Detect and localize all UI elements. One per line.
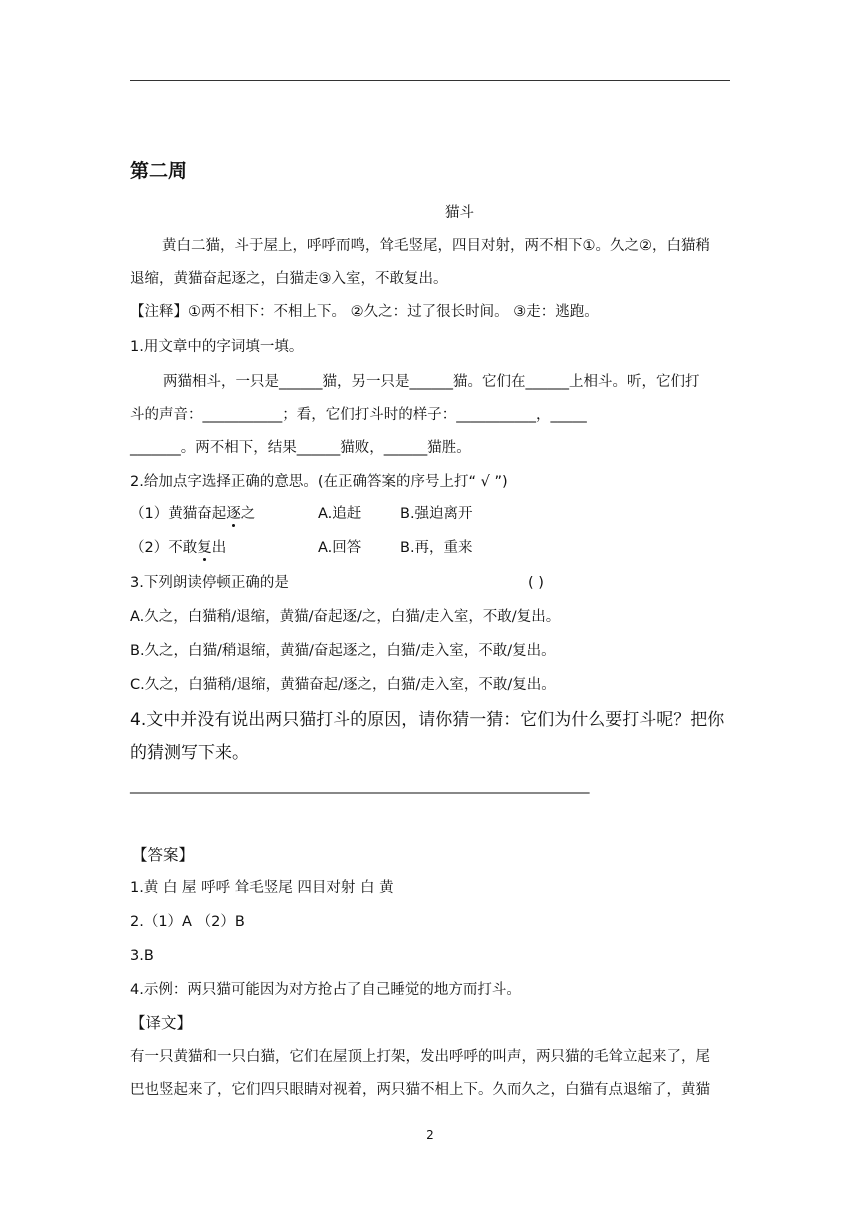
passage-line-2: 退缩，黄猫奋起逐之，白猫走③入室，不敢复出。 <box>130 271 448 287</box>
q3-prompt: 3.下列朗读停顿正确的是 <box>130 575 289 591</box>
passage-line-1: 黄白二猫，斗于屋上，呼呼而鸣，耸毛竖尾，四目对射，两不相下①。久之②，白猫稍 <box>162 238 710 254</box>
q2-item-1-before: （1）黄猫奋起 <box>130 506 227 522</box>
q4-answer-line: _____________________________________________________________________ <box>130 778 589 794</box>
q3-option-c: C.久之，白猫稍/退缩，黄猫奋起/逐之，白猫/走入室，不敢/复出。 <box>130 677 556 693</box>
q2-item-2-stem <box>130 538 226 558</box>
q2-item-2-after: 出 <box>211 540 227 556</box>
q2-item-2-option-b: B.再，重来 <box>400 540 473 556</box>
week-heading: 第二周 <box>130 160 188 182</box>
q3-answer-blank: ( ) <box>528 575 544 591</box>
q2-item-1-option-b: B.强迫离开 <box>400 506 473 522</box>
q4-line-2: 的猜测写下来。 <box>130 743 249 763</box>
q2-item-2-dotted-char: 复 <box>197 540 212 556</box>
q2-item-1-dotted-char: 逐 <box>226 506 241 522</box>
answer-3: 3.B <box>130 948 154 964</box>
q3-option-a: A.久之，白猫稍/退缩，黄猫/奋起逐/之，白猫/走入室，不敢/复出。 <box>130 609 561 625</box>
q1-line-3: _______。两不相下，结果______猫败，______猫胜。 <box>130 440 471 456</box>
header-rule <box>130 80 730 81</box>
q2-item-1-after: 之 <box>240 506 256 522</box>
q3-option-b: B.久之，白猫/稍退缩，黄猫/奋起逐之，白猫/走入室，不敢/复出。 <box>130 643 556 659</box>
answer-2: 2.（1）A （2）B <box>130 914 245 930</box>
q1-prompt: 1.用文章中的字词填一填。 <box>130 339 304 355</box>
answer-1: 1.黄 白 屋 呼呼 耸毛竖尾 四目对射 白 黄 <box>130 880 394 896</box>
q2-item-2-before: （2）不敢 <box>130 540 198 556</box>
notes: 【注释】①两不相下：不相上下。 ②久之：过了很长时间。 ③走：逃跑。 <box>130 304 599 320</box>
q2-item-1-option-a: A.追赶 <box>318 506 362 522</box>
passage-title: 猫斗 <box>445 205 474 221</box>
answer-4: 4.示例：两只猫可能因为对方抢占了自己睡觉的地方而打斗。 <box>130 982 521 998</box>
page-number: 2 <box>426 1128 434 1142</box>
q1-line-1: 两猫相斗，一只是______猫，另一只是______猫。它们在______上相斗。听，它们打 <box>163 374 700 390</box>
q2-item-1-stem <box>130 504 255 524</box>
q4-line-1: 4.文中并没有说出两只猫打斗的原因，请你猜一猜：它们为什么要打斗呢？把你 <box>130 710 725 730</box>
answers-heading: 【答案】 <box>132 846 195 864</box>
q2-item-2-option-a: A.回答 <box>318 540 362 556</box>
q1-line-2: 斗的声音：___________；看，它们打斗时的样子：___________，_____ <box>130 407 587 423</box>
translation-line-1: 有一只黄猫和一只白猫，它们在屋顶上打架，发出呼呼的叫声，两只猫的毛耸立起来了，尾 <box>130 1049 710 1065</box>
translation-line-2: 巴也竖起来了，它们四只眼睛对视着，两只猫不相上下。久而久之，白猫有点退缩了，黄猫 <box>130 1082 710 1098</box>
q2-prompt: 2.给加点字选择正确的意思。(在正确答案的序号上打“ √ ”) <box>130 474 508 490</box>
translation-heading: 【译文】 <box>130 1014 193 1032</box>
